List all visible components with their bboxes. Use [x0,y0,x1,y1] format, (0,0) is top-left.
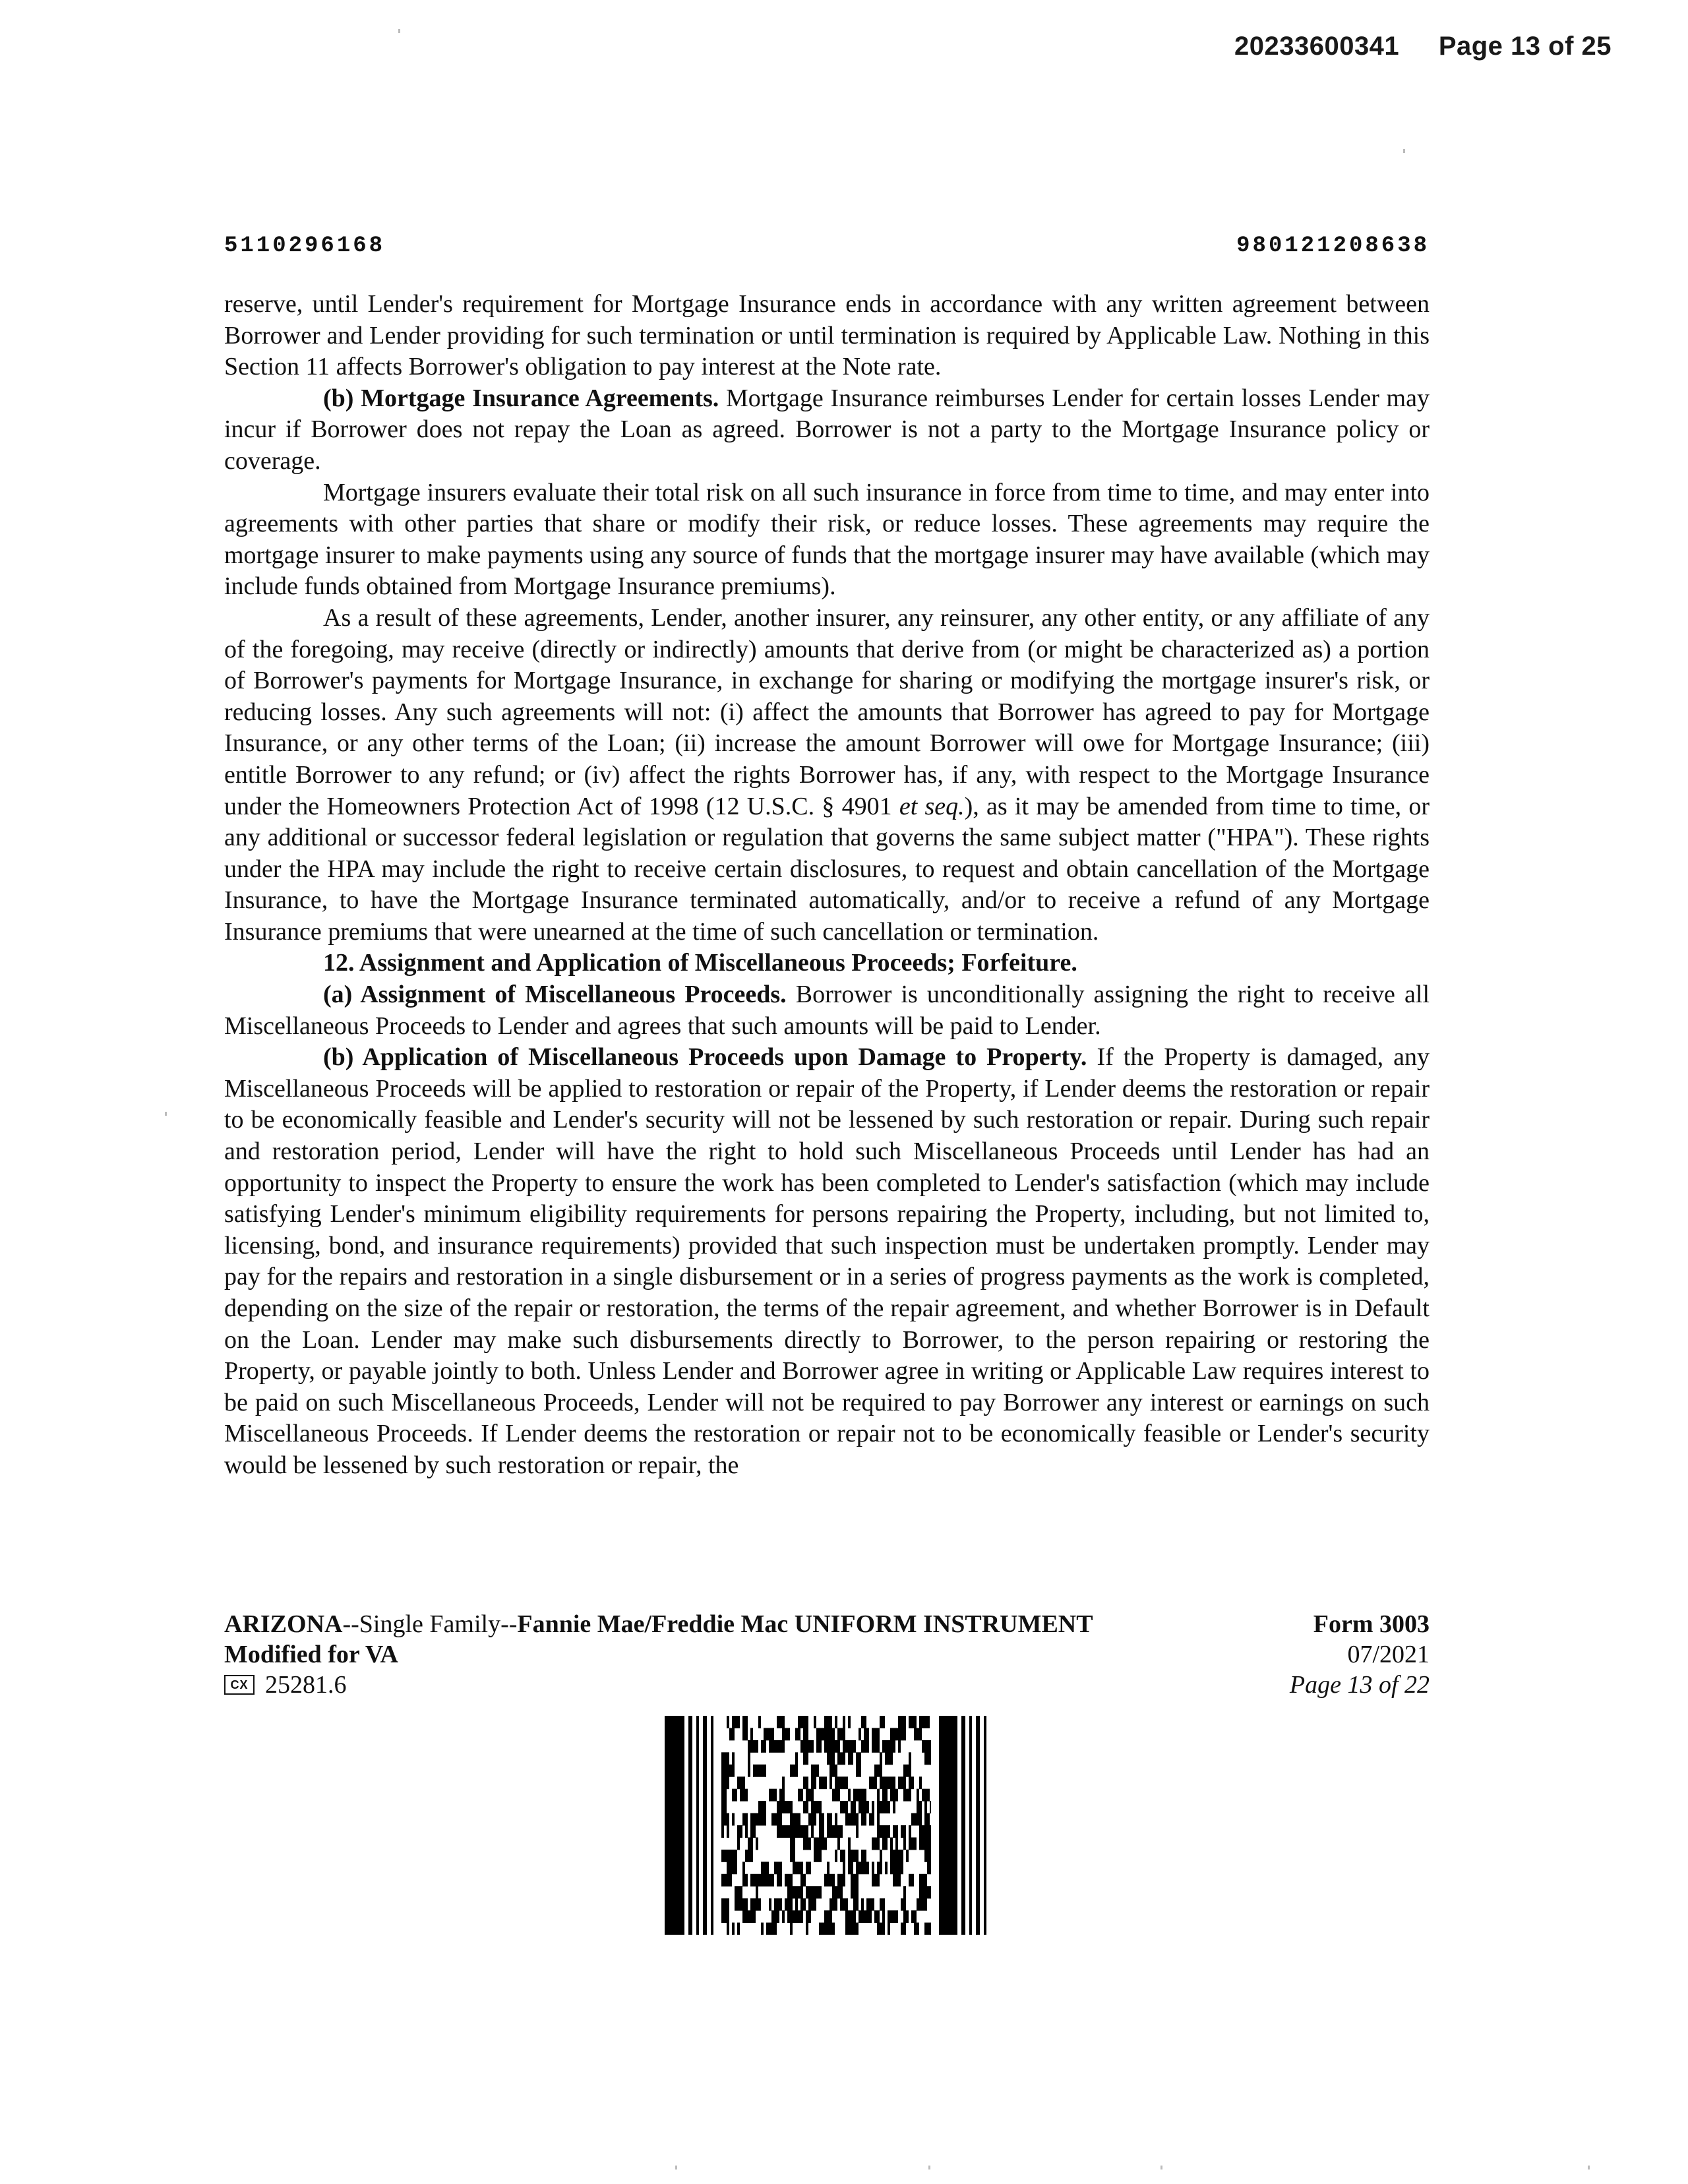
text-hpa-part1: As a result of these agreements, Lender, another insurer, any reinsurer, any other entity, or any affiliate of any of the foregoing, may receive (directly or indirectly) amounts that derive from (or might be characterized as) a portion of Borrower's payments for Mortgage Insurance, in exchange for sharing or modifying the mortgage insurer's risk, or reducing losses. Any such agreements will not: (i) affect the amounts that Borrower has agreed to pay for Mortgage Insurance, or any other terms of the Loan; (ii) increase the amount Borrower will owe for Mortgage Insurance; (iii) entitle Borrower to any refund; or (iv) affect the rights Borrower has, if any, with respect to the Mortgage Insurance under the Homeowners Protection Act of 1998 (12 U.S.C. § 4901 [224,603,1430,820]
section-12-heading [224,948,1430,979]
scan-speck [1160,2166,1162,2169]
scan-speck [1588,2166,1590,2169]
scan-speck [165,1112,167,1116]
footer-title-line [224,1609,1093,1639]
footer-modified-line [224,1639,1093,1670]
pdf417-barcode-icon [665,1716,989,1935]
footer-state: ARIZONA [224,1610,343,1638]
heading-section-12: 12. Assignment and Application of Miscellaneous Proceeds; Forfeiture. [323,949,1077,977]
footer-code: 25281.6 [265,1671,347,1699]
text-hpa-italic: et seq. [899,792,965,820]
text-assignment: Borrower is unconditionally assigning the right to receive all Miscellaneous Proceeds to Lender and agrees that such amounts will be paid to Lender. [224,981,1430,1040]
footer-sep: --Single Family-- [342,1610,518,1638]
footer-right [1290,1609,1430,1700]
document-body [224,289,1430,1482]
paragraph-reserve: reserve, until Lender's requirement for Mortgage Insurance ends in accordance with any written agreement between Borrower and Lender providing for such termination or until termination is required by Applicable Law. Nothing in this Section 11 affects Borrower's obligation to pay interest at the Note rate. [224,290,1430,381]
scan-speck [675,2166,677,2169]
recording-number: 20233600341 [1234,32,1400,61]
recording-header [1234,32,1612,61]
scan-speck [398,29,400,33]
paragraph-application [224,1042,1430,1481]
heading-assignment: (a) Assignment of Miscellaneous Proceeds. [323,981,787,1009]
loan-number: 5110296168 [224,233,386,258]
footer-modified: Modified for VA [224,1641,398,1668]
footer-code-line [224,1670,1093,1700]
form-date: 07/2021 [1347,1641,1430,1668]
form-number: Form 3003 [1313,1610,1430,1638]
paragraph-mortgage-insurers: Mortgage insurers evaluate their total risk on all such insurance in force from time to time, and may enter into agreements with other parties that share or modify their risk, or reduce losses. These agreements may require the mortgage insurer to make payments using any source of funds that the mortgage insurer may have available (which may include funds obtained from Mortgage Insurance premiums). [224,478,1430,601]
footer-left [224,1609,1093,1700]
text-application: If the Property is damaged, any Miscellaneous Proceeds will be applied to restoration or repair of the Property, if Lender deems the restoration or repair to be economically feasible and Lender's security will not be lessened by such restoration or repair. During such repair and restoration period, Lender will have the right to hold such Miscellaneous Proceeds until Lender has had an opportunity to inspect the Property to ensure the work has been completed to Lender's satisfaction (which may include satisfying Lender's minimum eligibility requirements for persons repairing the Property, including, but not limited to, licensing, bond, and insurance requirements) provided that such inspection must be undertaken promptly. Lender may pay for the repairs and restoration in a single disbursement or in a series of progress payments as the work is completed, depending on the size of the repair or restoration, the terms of the repair agreement, and whether Borrower is in Default on the Loan. Lender may make such disbursements directly to Borrower, to the person repairing or restoring the Property, or payable jointly to both. Unless Lender and Borrower agree in writing or Applicable Law requires interest to be paid on such Miscellaneous Proceeds, Lender will not be required to pay Borrower any interest or earnings on such Miscellaneous Proceeds. If Lender deems the restoration or repair not to be economically feasible or Lender's security would be lessened by such restoration or repair, the [224,1043,1430,1479]
cx-logo-icon: CX [224,1675,255,1695]
text-hpa-part2: ), as it may be amended from time to time, or any additional or successor federal legislation or regulation that governs the same subject matter ("HPA"). These rights under the HPA may include the right to receive certain disclosures, to request and obtain cancellation of the Mortgage Insurance, to have the Mortgage Insurance terminated automatically, and/or to receive a refund of any Mortgage Insurance premiums that were unearned at the time of such cancellation or termination. [224,792,1430,946]
paragraph-assignment [224,979,1430,1042]
paragraph-mi-agreements [224,383,1430,477]
heading-application: (b) Application of Miscellaneous Proceeds upon Damage to Property. [323,1043,1087,1072]
loan-id-row [224,233,1430,258]
form-page: Page 13 of 22 [1289,1671,1430,1699]
paragraph-hpa [224,603,1430,948]
scan-speck [928,2166,930,2169]
footer-instrument: Fannie Mae/Freddie Mac UNIFORM INSTRUMENT [517,1610,1093,1638]
recording-page-of: Page 13 of 25 [1438,32,1612,61]
text-mi-agreements: Mortgage Insurance reimburses Lender for certain losses Lender may incur if Borrower does not repay the Loan as agreed. Borrower is not a party to the Mortgage Insurance policy or coverage. [224,384,1430,475]
heading-mi-agreements: (b) Mortgage Insurance Agreements. [323,384,719,412]
min-number: 980121208638 [1236,233,1430,258]
scan-speck [1403,149,1405,153]
